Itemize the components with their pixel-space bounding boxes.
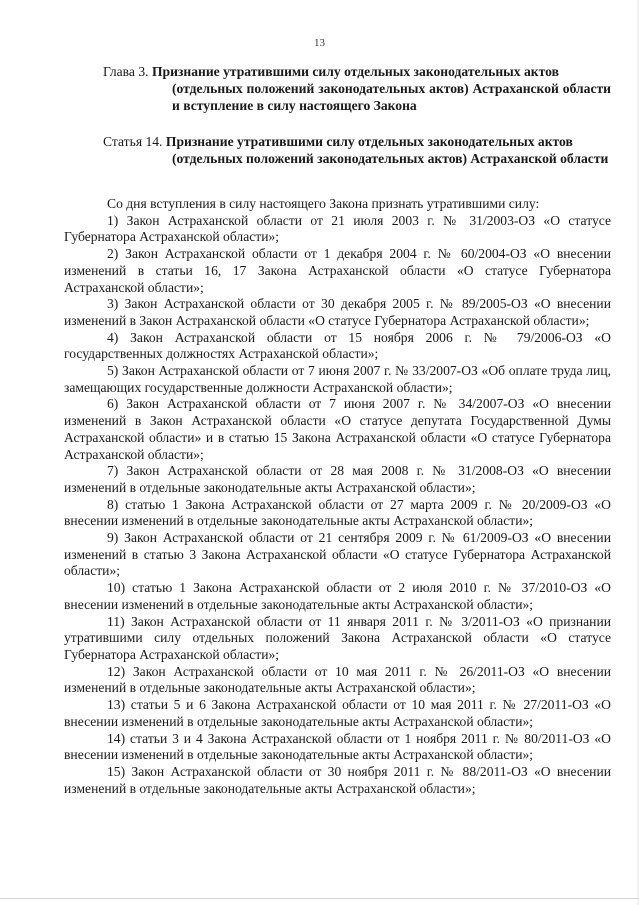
chapter-label: Глава 3. — [103, 64, 149, 79]
intro-paragraph: Со дня вступления в силу настоящего Закона признать утратившими силу: — [107, 196, 540, 211]
chapter-heading — [103, 63, 611, 114]
article-title-continuation: (отдельных положений законодательных актов) Астраханской области — [172, 151, 609, 166]
list-item: 4) Закон Астраханской области от 15 ноября 2006 г. № 79/2006-ОЗ «О государственных должностях Астраханской области»; — [64, 329, 611, 362]
list-item: 3) Закон Астраханской области от 30 декабря 2005 г. № 89/2005-ОЗ «О внесении изменений в Закон Астраханской области «О статусе Губернатора Астраханской области»; — [64, 296, 611, 328]
list-item: 8) статью 1 Закона Астраханской области от 27 марта 2009 г. № 20/2009-ОЗ «О внесении изменений в отдельные законодательные акты Астраханской области»; — [64, 496, 611, 529]
list-item: 1) Закон Астраханской области от 21 июля 2003 г. № 31/2003-ОЗ «О статусе Губернатора Астраханской области»; — [64, 212, 611, 245]
list-item: 6) Закон Астраханской области от 7 июня 2007 г. № 34/2007-ОЗ «О внесении изменений в Закон Астраханской области «О статусе депутата Государственной Думы Астраханской области» и в статью 15 Закона Астраханской области «О статусе Губернатора Астраханской области»; — [64, 396, 611, 462]
list-item: 9) Закон Астраханской области от 21 сентября 2009 г. № 61/2009-ОЗ «О внесении изменений в статью 3 Закона Астраханской области «О статусе Губернатора Астраханской области»; — [64, 530, 611, 579]
list-item: 11) Закон Астраханской области от 11 января 2011 г. № 3/2011-ОЗ «О признании утратившими силу отдельных положений Закона Астраханской области «О статусе Губернатора Астраханской области»; — [64, 613, 611, 662]
page-bottom-edge — [0, 898, 639, 899]
list-item: 12) Закон Астраханской области от 10 мая 2011 г. № 26/2011-ОЗ «О внесении изменений в отдельные законодательные акты Астраханской области»; — [64, 663, 611, 696]
list-item: 5) Закон Астраханской области от 7 июня 2007 г. № 33/2007-ОЗ «Об оплате труда лиц, замещающих государственные должности Астраханской области»; — [64, 363, 611, 395]
chapter-title-continuation: (отдельных положений законодательных актов) Астраханской области и вступление в силу настоящего Закона — [172, 81, 611, 113]
chapter-title: Признание утратившими силу отдельных законодательных актов — [151, 64, 559, 79]
list-item: 10) статью 1 Закона Астраханской области от 2 июля 2010 г. № 37/2010-ОЗ «О внесении изменений в отдельные законодательные акты Астраханской области»; — [64, 580, 611, 612]
list-item: 2) Закон Астраханской области от 1 декабря 2004 г. № 60/2004-ОЗ «О внесении изменений в статьи 16, 17 Закона Астраханской области «О статусе Губернатора Астраханской области»; — [64, 246, 611, 295]
article-body — [64, 196, 611, 797]
article-title: Признание утратившими силу отдельных законодательных актов — [165, 134, 573, 149]
list-item: 7) Закон Астраханской области от 28 мая 2008 г. № 31/2008-ОЗ «О внесении изменений в отдельные законодательные акты Астраханской области»; — [64, 463, 611, 495]
list-item: 14) статьи 3 и 4 Закона Астраханской области от 1 ноября 2011 г. № 80/2011-ОЗ «О внесении изменений в отдельные законодательные акты Астраханской области»; — [64, 730, 611, 763]
article-label: Статья 14. — [103, 134, 163, 149]
article-heading — [103, 133, 611, 167]
page-number: 13 — [314, 37, 325, 49]
list-item: 15) Закон Астраханской области от 30 ноября 2011 г. № 88/2011-ОЗ «О внесении изменений в отдельные законодательные акты Астраханской области»; — [64, 763, 611, 796]
list-item: 13) статьи 5 и 6 Закона Астраханской области от 10 мая 2011 г. № 27/2011-ОЗ «О внесении изменений в отдельные законодательные акты Астраханской области»; — [64, 697, 611, 729]
